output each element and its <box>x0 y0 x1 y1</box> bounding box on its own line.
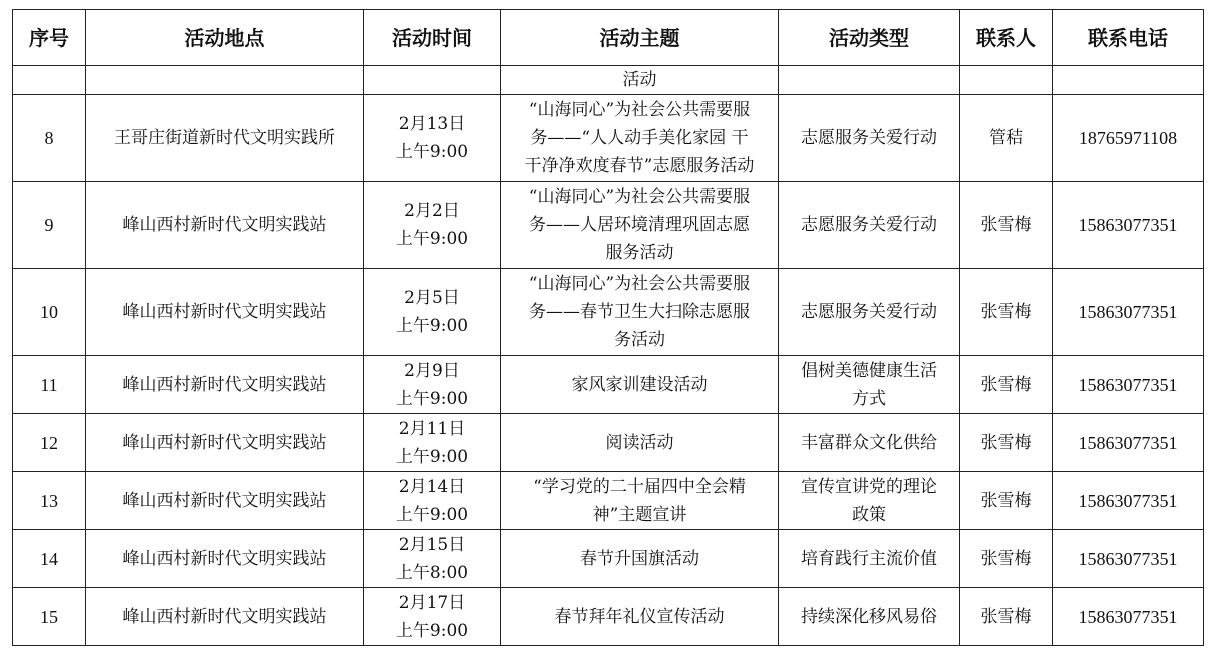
cell-contact: 张雪梅 <box>960 356 1053 414</box>
time-hour: 上午9:00 <box>395 142 469 162</box>
cell-location <box>86 66 364 95</box>
cell-location: 王哥庄街道新时代文明实践所 <box>86 95 364 182</box>
cell-contact: 张雪梅 <box>960 588 1053 646</box>
cell-time <box>364 66 501 95</box>
theme-line: 服务活动 <box>605 243 674 263</box>
cell-location: 峰山西村新时代文明实践站 <box>86 414 364 472</box>
type-line: 宣传宣讲党的理论 <box>801 476 937 497</box>
time-date: 2月11日 <box>398 418 466 439</box>
cell-contact: 张雪梅 <box>960 269 1053 356</box>
type-line: 志愿服务关爱行动 <box>801 302 937 322</box>
theme-line: 春节拜年礼仪宣传活动 <box>554 606 725 627</box>
table-row <box>13 95 1204 182</box>
cell-theme <box>501 182 779 269</box>
theme-line: “学习党的二十届四中全会精 <box>533 476 746 497</box>
cell-type <box>779 182 960 269</box>
cell-phone: 15863077351 <box>1053 414 1204 472</box>
cell-contact: 张雪梅 <box>960 472 1053 530</box>
type-line: 丰富群众文化供给 <box>801 432 937 453</box>
header-location: 活动地点 <box>86 10 364 66</box>
cell-type <box>779 414 960 472</box>
cell-time <box>364 95 501 182</box>
cell-contact: 张雪梅 <box>960 182 1053 269</box>
cell-contact: 管秸 <box>960 95 1053 182</box>
table-row <box>13 269 1204 356</box>
cell-time <box>364 182 501 269</box>
theme-line: 务活动 <box>614 330 665 350</box>
time-date: 2月17日 <box>398 592 466 613</box>
table-row <box>13 182 1204 269</box>
theme-line: “山海同心”为社会公共需要服 <box>528 187 751 207</box>
continuation-row <box>13 66 1204 95</box>
theme-line: 家风家训建设活动 <box>571 374 708 395</box>
time-hour: 上午8:00 <box>395 562 469 583</box>
time-hour: 上午9:00 <box>395 446 469 467</box>
cell-time <box>364 269 501 356</box>
time-hour: 上午9:00 <box>395 316 469 336</box>
header-theme: 活动主题 <box>501 10 779 66</box>
theme-line: 阅读活动 <box>605 432 674 453</box>
cell-phone <box>1053 66 1204 95</box>
cell-theme: 活动 <box>501 66 779 95</box>
cell-theme <box>501 414 779 472</box>
header-type: 活动类型 <box>779 10 960 66</box>
table-row <box>13 414 1204 472</box>
cell-phone: 15863077351 <box>1053 588 1204 646</box>
table-row <box>13 472 1204 530</box>
cell-phone: 15863077351 <box>1053 269 1204 356</box>
cell-location: 峰山西村新时代文明实践站 <box>86 588 364 646</box>
cell-phone: 18765971108 <box>1053 95 1204 182</box>
cell-contact: 张雪梅 <box>960 530 1053 588</box>
type-line: 志愿服务关爱行动 <box>801 215 937 235</box>
cell-seq: 12 <box>13 414 86 472</box>
theme-line: “山海同心”为社会公共需要服 <box>528 100 751 120</box>
time-date: 2月14日 <box>398 476 466 497</box>
cell-phone: 15863077351 <box>1053 530 1204 588</box>
cell-location: 峰山西村新时代文明实践站 <box>86 269 364 356</box>
cell-time <box>364 530 501 588</box>
table-row <box>13 530 1204 588</box>
cell-time <box>364 588 501 646</box>
cell-seq <box>13 66 86 95</box>
time-date: 2月13日 <box>398 114 466 134</box>
cell-location: 峰山西村新时代文明实践站 <box>86 530 364 588</box>
table-row <box>13 356 1204 414</box>
time-hour: 上午9:00 <box>395 388 469 409</box>
header-phone: 联系电话 <box>1053 10 1204 66</box>
cell-seq: 9 <box>13 182 86 269</box>
cell-seq: 14 <box>13 530 86 588</box>
type-line: 志愿服务关爱行动 <box>801 128 937 148</box>
time-date: 2月15日 <box>398 534 466 555</box>
theme-line: 务——春节卫生大扫除志愿服 <box>529 302 750 322</box>
cell-location: 峰山西村新时代文明实践站 <box>86 356 364 414</box>
cell-theme <box>501 356 779 414</box>
cell-phone: 15863077351 <box>1053 472 1204 530</box>
cell-contact: 张雪梅 <box>960 414 1053 472</box>
theme-line: 神”主题宣讲 <box>592 504 687 525</box>
cell-type <box>779 588 960 646</box>
time-hour: 上午9:00 <box>395 229 469 249</box>
cell-theme <box>501 95 779 182</box>
cell-theme <box>501 530 779 588</box>
cell-type <box>779 95 960 182</box>
type-line: 培育践行主流价值 <box>801 548 937 569</box>
activity-schedule-table <box>12 9 1204 646</box>
type-line: 倡树美德健康生活 <box>801 360 937 381</box>
cell-location: 峰山西村新时代文明实践站 <box>86 182 364 269</box>
header-time: 活动时间 <box>364 10 501 66</box>
theme-line: 务——“人人动手美化家园 干 <box>530 128 749 148</box>
cell-phone: 15863077351 <box>1053 182 1204 269</box>
cell-time <box>364 414 501 472</box>
theme-line: “山海同心”为社会公共需要服 <box>528 274 751 294</box>
cell-type <box>779 269 960 356</box>
theme-line: 干净净欢度春节”志愿服务活动 <box>524 156 755 176</box>
time-hour: 上午9:00 <box>395 504 469 525</box>
header-row <box>13 10 1204 66</box>
cell-theme <box>501 472 779 530</box>
cell-time <box>364 472 501 530</box>
cell-type <box>779 530 960 588</box>
time-date: 2月5日 <box>404 288 460 308</box>
time-hour: 上午9:00 <box>395 620 469 641</box>
cell-type <box>779 356 960 414</box>
cell-type <box>779 472 960 530</box>
cell-seq: 15 <box>13 588 86 646</box>
cell-location: 峰山西村新时代文明实践站 <box>86 472 364 530</box>
cell-type <box>779 66 960 95</box>
cell-phone: 15863077351 <box>1053 356 1204 414</box>
cell-contact <box>960 66 1053 95</box>
header-seq: 序号 <box>13 10 86 66</box>
cell-theme <box>501 269 779 356</box>
cell-seq: 10 <box>13 269 86 356</box>
header-contact: 联系人 <box>960 10 1053 66</box>
cell-seq: 8 <box>13 95 86 182</box>
type-line: 方式 <box>852 388 886 409</box>
cell-seq: 11 <box>13 356 86 414</box>
type-line: 政策 <box>852 504 886 525</box>
cell-seq: 13 <box>13 472 86 530</box>
theme-line: 务——人居环境清理巩固志愿 <box>529 215 750 235</box>
cell-theme <box>501 588 779 646</box>
table-row <box>13 588 1204 646</box>
type-line: 持续深化移风易俗 <box>801 606 937 627</box>
theme-line: 春节升国旗活动 <box>580 548 699 569</box>
time-date: 2月9日 <box>404 360 460 381</box>
time-date: 2月2日 <box>404 201 460 221</box>
cell-time <box>364 356 501 414</box>
